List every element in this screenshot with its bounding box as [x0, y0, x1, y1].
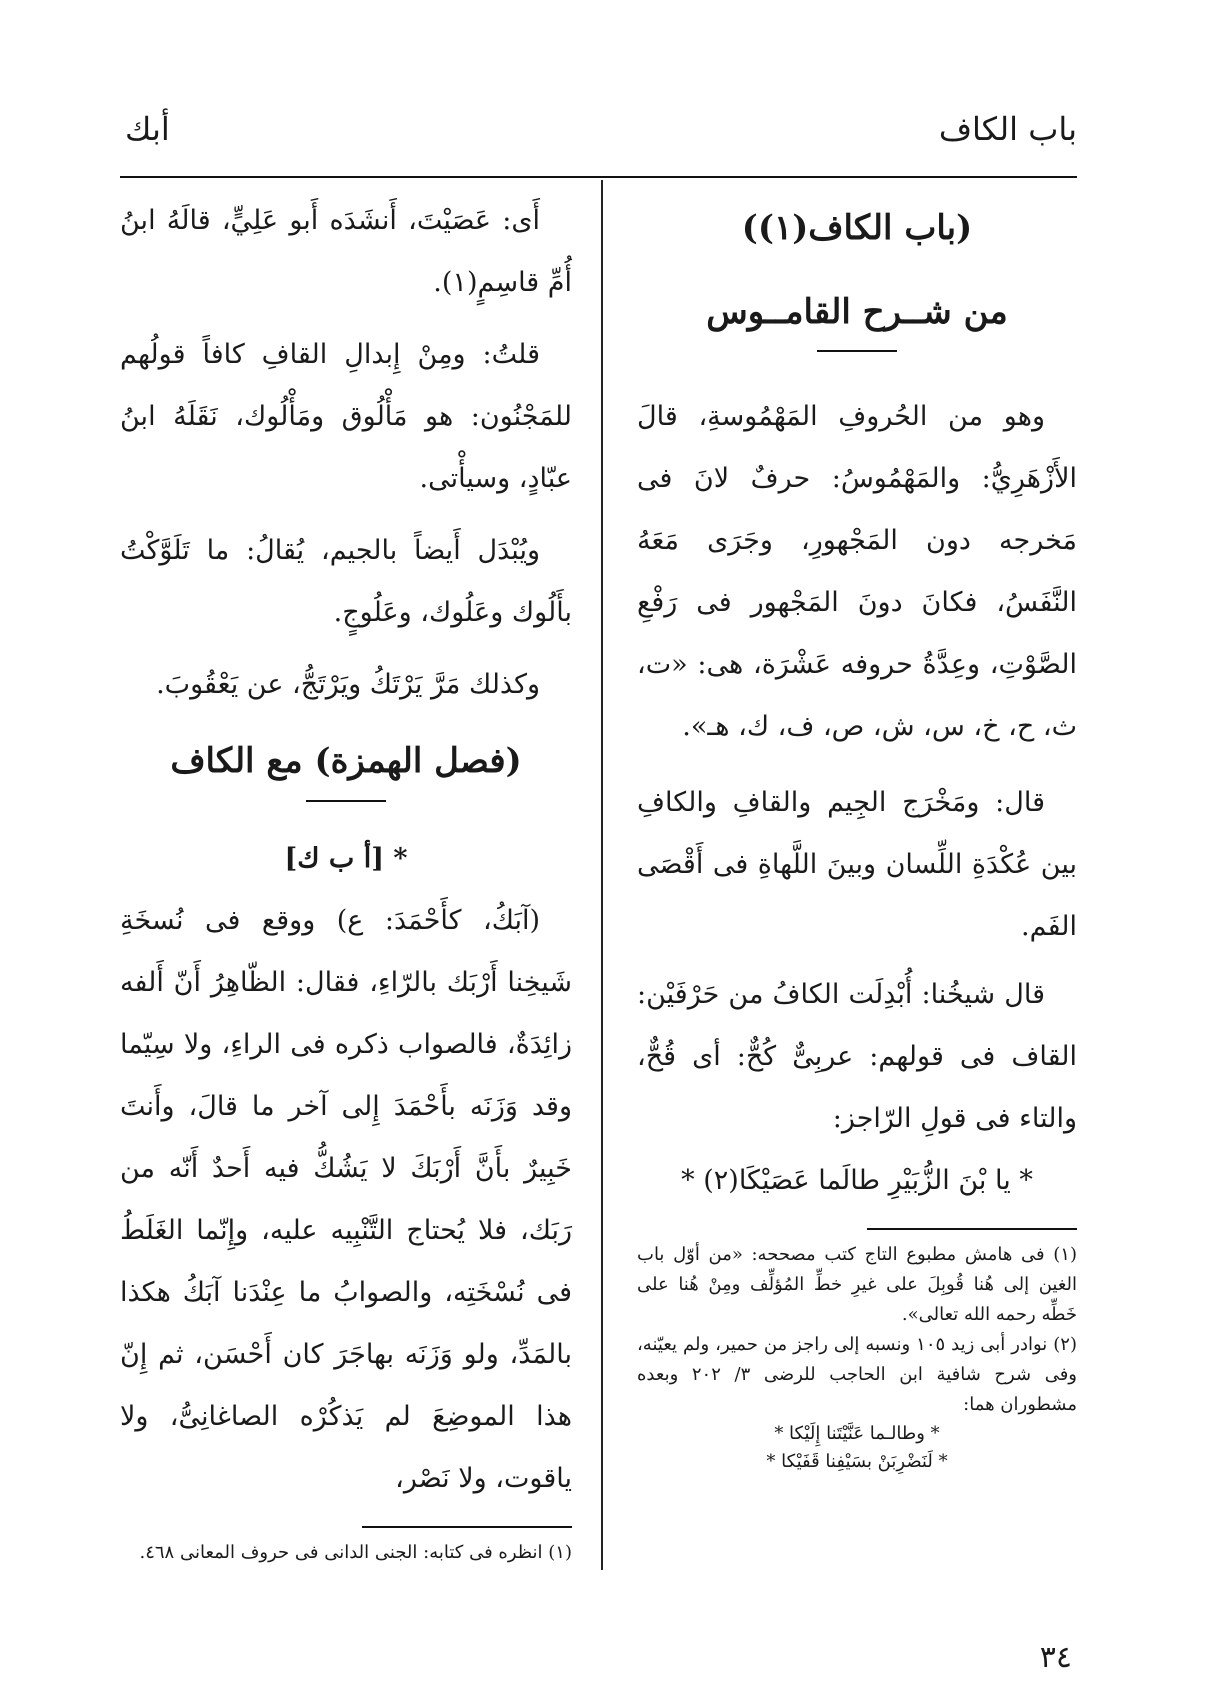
right-column	[637, 205, 1077, 1476]
chapter-heading: (باب الكاف(١))	[741, 208, 973, 248]
section-heading: (فصل الهمزة) مع الكاف	[170, 741, 522, 781]
footnote-rule	[867, 1228, 1077, 1230]
paragraph: قال: ومَخْرَج الجِيم والقافِ والكافِ بين عُكْدَةِ اللِّسان وبينَ اللَّهاةِ فى أَقْصَى الفَم.	[637, 787, 1077, 943]
paragraph: أَى: عَصَيْتَ، أَنشَدَه أَبو عَلِيٍّ، قالَهُ ابنُ أُمِّ قاسِمٍ(١).	[120, 205, 572, 298]
paragraph: (آبَكُ، كأَحْمَدَ: ع) ووقع فى نُسخَةِ شَيخِنا أَرْبَك بالرّاءِ، فقال: الظّاهِرُ أَنّ أَلفه زائِدَةٌ، فالصواب ذكره فى الراءِ، ولا سِيّما وقد وَزَنَه بأَحْمَدَ إِلى آخر ما قالَ، وأَنتَ خَبِيرٌ بأَنَّ أَرْبَكَ لا يَشُكُّ فيه أَحدٌ أَنّه من رَبَك، فلا يُحتاج التَّنْبِيه عليه، وإِنّما الغَلَطُ فى نُسْخَتِه، والصوابُ ما عِنْدَنا آبَكُ هكذا بالمَدِّ، ولو وَزَنَه بهاجَرَ كان أَحْسَن، ثم إِنّ هذا الموضِعَ لم يَذكُرْه الصاغانِىُّ، ولا ياقوت، ولا نَصْر،	[120, 904, 572, 1494]
footnote: (١) فى هامش مطبوع التاج كتب مصححه: «من أوّل باب الغين إلى هُنا قُوبِلَ على غيرِ خطِّ المُؤلِّف ومِنْ هُنا على خَطِّه رحمه الله تعالى».	[637, 1244, 1077, 1326]
footnote-verse: * لَنَضْرِبَنْ بسَيْفِنا قَفَيْكا *	[766, 1451, 948, 1473]
paragraph: وكذلك مَرَّ يَرْتَكُ ويَرْتَجُّ، عن يَعْقُوبَ.	[156, 669, 540, 700]
paragraph: وهو من الحُروفِ المَهْمُوسةِ، قالَ الأَزْهَرِيُّ: والمَهْمُوسُ: حرفٌ لانَ فى مَخرجه دون المَجْهورِ، وجَرَى مَعَهُ النَّفَسُ، فكانَ دونَ المَجْهور فى رَفْعِ الصَّوْتِ، وعِدَّةُ حروفه عَشْرَة، هى: «ت، ث، ح، خ، س، ش، ص، ف، ك، هـ».	[637, 401, 1077, 743]
entry-headword: * [أ ب ك]	[284, 842, 408, 874]
paragraph: قال شيخُنا: أُبْدِلَت الكافُ من حَرْفَيْن: القاف فى قولهم: عربِىٌّ كُحٌّ: أى قُحٌّ، والتاء فى قولِ الرّاجز:	[637, 979, 1077, 1135]
section-heading: من شــرح القامــوس	[706, 291, 1008, 332]
header-rule	[120, 176, 1077, 178]
footnote: (١) انظره فى كتابه: الجنى الدانى فى حروف المعانى ٤٦٨.	[139, 1541, 572, 1563]
verse-line: * يا بْنَ الزُّبَيْرِ طالَما عَصَيْكَا(٢) *	[681, 1165, 1033, 1197]
running-head-chapter: باب الكاف	[938, 110, 1077, 148]
left-column	[120, 190, 572, 1568]
paragraph: قلتُ: ومِنْ إِبدالِ القافِ كافاً قولُهم للمَجْنُون: هو مَأْلُوق ومَأْلُوك، نَقَلَهُ ابنُ عبّادٍ، وسيأْتى.	[120, 339, 572, 494]
footnote: (٢) نوادر أبى زيد ١٠٥ ونسبه إلى راجز من حمير، ولم يعيّنه، وفى شرح شافية ابن الحاجب للرضى ٣/ ٢٠٢ وبعده مشطوران هما:	[637, 1334, 1077, 1416]
heading-rule	[306, 800, 386, 802]
footnote-rule	[362, 1526, 572, 1528]
page-number: ٣٤	[1039, 1640, 1072, 1675]
paragraph: ويُبْدَل أَيضاً بالجيم، يُقالُ: ما تَلَوَّكْتُ بأَلُوك وعَلُوك، وعَلُوجٍ.	[120, 535, 572, 628]
footnote-verse: * وطالـما عَنَّيْتَنا إِلَيْكا *	[774, 1423, 940, 1445]
column-divider	[601, 180, 603, 1570]
running-head-entry: أبك	[125, 110, 170, 148]
